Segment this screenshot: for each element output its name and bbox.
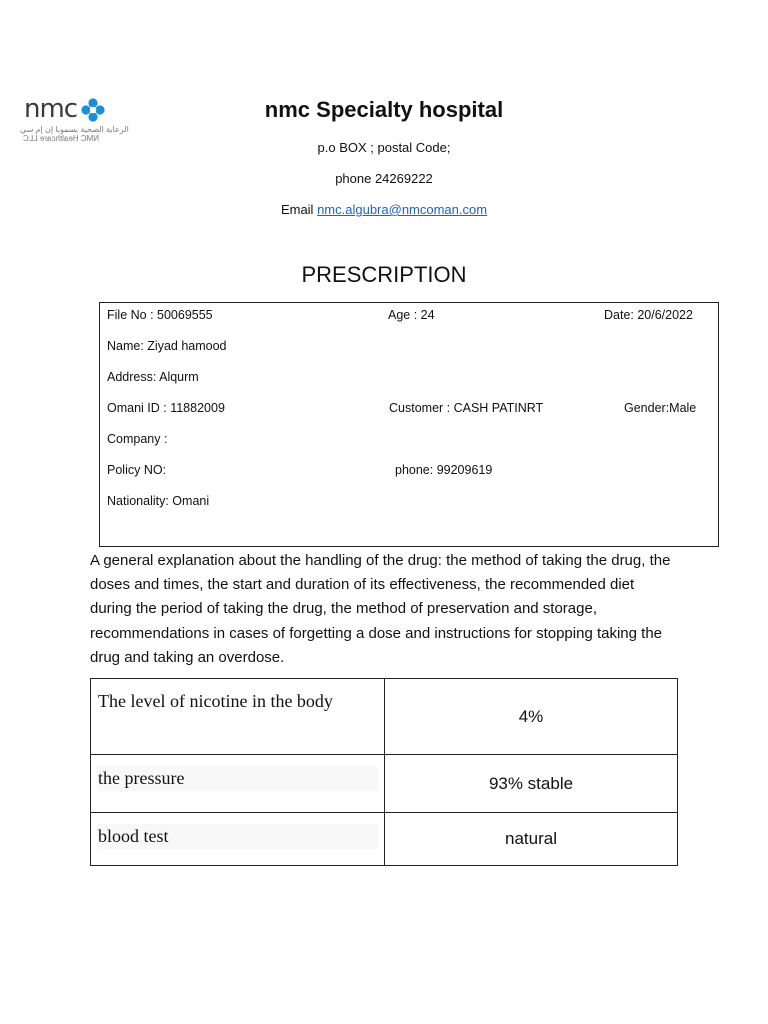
result-value: natural	[385, 813, 678, 866]
result-label-cell	[91, 813, 385, 866]
table-row	[91, 679, 678, 755]
result-label: the pressure	[97, 766, 378, 791]
result-label: The level of nicotine in the body	[98, 691, 333, 711]
omani-id: Omani ID : 11882009	[107, 401, 225, 415]
result-label: blood test	[97, 824, 378, 849]
table-row	[91, 755, 678, 813]
prescription-date: Date: 20/6/2022	[604, 308, 693, 322]
logo-english-name: NMC Healthcare LLC	[23, 134, 100, 143]
email-link[interactable]: nmc.algubra@nmcoman.com	[317, 202, 488, 217]
customer-type: Customer : CASH PATINRT	[389, 401, 544, 415]
result-label-cell	[91, 755, 385, 813]
patient-address: Address: Alqurm	[107, 370, 199, 384]
nationality: Nationality: Omani	[107, 494, 210, 508]
file-number: File No : 50069555	[107, 308, 213, 322]
patient-gender: Gender:Male	[624, 401, 697, 415]
po-box: p.o BOX ; postal Code;	[317, 140, 451, 155]
patient-phone: phone: 99209619	[395, 463, 493, 477]
page-title: PRESCRIPTION	[301, 262, 467, 287]
drug-explanation: A general explanation about the handling of the drug: the method of taking the drug, the doses and times, the start and duration of its effectiveness, the recommended diet during the period of taking the drug, the method of preservation and storage, recommendations in cases of forgetting a dose and instructions for stopping taking the drug and taking an overdose.	[90, 552, 671, 666]
logo-wordmark: nmc	[24, 94, 78, 124]
hospital-name: nmc Specialty hospital	[264, 97, 504, 122]
patient-info-box	[99, 302, 719, 547]
hospital-phone: phone 24269222	[335, 171, 433, 186]
results-table	[90, 678, 678, 866]
logo-arabic-name: الرعاية الصحية بسموبا إن إم سي	[20, 125, 129, 134]
result-value: 4%	[385, 679, 678, 755]
email-line	[0, 202, 768, 218]
policy-number: Policy NO:	[107, 463, 167, 477]
patient-name: Name: Ziyad hamood	[107, 339, 227, 353]
company: Company :	[107, 432, 168, 446]
patient-age: Age : 24	[388, 308, 435, 322]
result-value: 93% stable	[385, 755, 678, 813]
result-label-cell	[91, 679, 385, 755]
email-label: Email	[280, 202, 314, 217]
table-row	[91, 813, 678, 866]
